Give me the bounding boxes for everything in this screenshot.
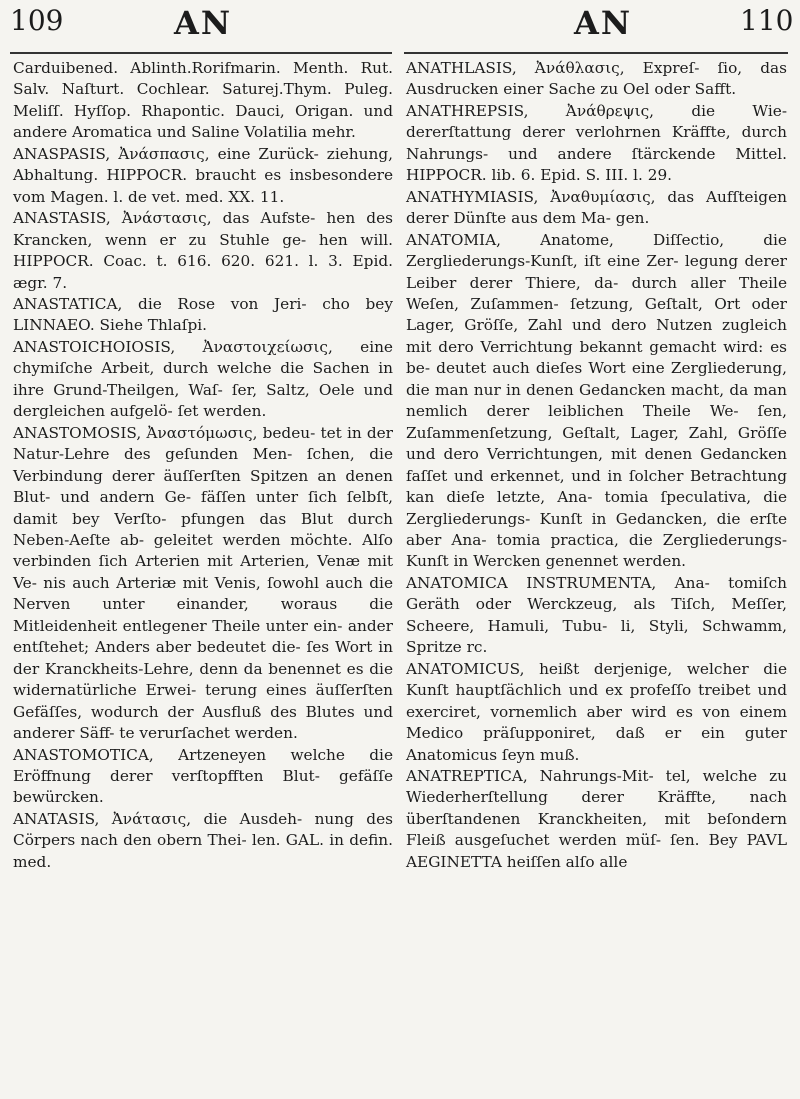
entry-anatasis: ANATASIS, Ἀνάτασις, die Ausdeh- nung des Cörpers nach den obern Thei- len. GAL. in defin. med. bbox=[13, 809, 393, 871]
left-running-head: AN bbox=[174, 4, 233, 42]
entry-anathymiasis: ANATHYMIASIS, Ἀναθυμίασις, das Aufſteigen derer Dünſte aus dem Ma- gen. bbox=[406, 187, 787, 228]
entry-anastomotica: ANASTOMOTICA, Artzeneyen welche die Eröffnung derer verſtopfften Blut- gefäſſe bewürcken. bbox=[13, 745, 393, 807]
entry-aromatica-continued: Carduibened. Ablinth.Rorifmarin. Menth. Rut. Salv. Naſturt. Cochlear. Saturej.Thym. Puleg. Meliſſ. Hyſſop. Rhapontic. Dauci, Origan. und andere Aromatica und Saline Volatilia mehr. bbox=[13, 59, 393, 142]
entry-anatomicus: ANATOMICUS, heißt derjenige, welcher die Kunſt hauptſächlich und ex profeſſo treibet und exerciret, vornemlich aber wird es von einem Medico präſupponiret, daß er ein guter Anatomicus ſeyn muß. bbox=[406, 659, 787, 764]
entry-anathrepsis: ANATHREPSIS, Ἀνάθρεψις, die Wie- dererſtattung derer verlohrnen Kräffte, durch Nahrungs- und andere ſtärckende Mittel. HIPPOCR. lib. 6. Epid. S. III. l. 29. bbox=[406, 101, 787, 185]
right-running-head: AN bbox=[574, 4, 633, 42]
left-text-column bbox=[13, 58, 393, 873]
entry-anastasis: ANASTASIS, Ἀνάστασις, das Aufste- hen des Krancken, wenn er zu Stuhle ge- hen will. HIPPOCR. Coac. t. 616. 620. 621. l. 3. Epid. ægr. 7. bbox=[13, 209, 393, 292]
right-header-rule bbox=[404, 52, 788, 54]
left-header-rule bbox=[10, 52, 392, 54]
entry-anastoichoiosis: ANASTOICHOIOSIS, Ἀναστοιχείωσις, eine chymiſche Arbeit, durch welche die Sachen in ihre Grund-Theilgen, Waſ- ſer, Saltz, Oele und dergleichen aufgelö- ſet werden. bbox=[13, 337, 393, 421]
entry-anatreptica: ANATREPTICA, Nahrungs-Mit- tel, welche zu Wiederherſtellung derer Kräffte, nach überſtandenen Kranckheiten, mit beſondern Fleiß ausgeſuchet werden müſ- ſen. Bey PAVL AEGINETTA heiſſen alſo alle bbox=[406, 766, 787, 871]
left-page-number: 109 bbox=[10, 4, 64, 37]
entry-anatomica-instrumenta: ANATOMICA INSTRUMENTA, Ana- tomiſch Geräth oder Werckzeug, als Tiſch, Meſſer, Scheere, Hamuli, Tubu- li, Styli, Schwamm, Spritze rc. bbox=[406, 573, 787, 657]
right-text-column bbox=[406, 58, 787, 873]
entry-anaspasis: ANASPASIS, Ἀνάσπασις, eine Zurück- ziehung, Abhaltung. HIPPOCR. braucht es insbesondere vom Magen. l. de vet. med. XX. 11. bbox=[13, 144, 393, 206]
entry-anatomia: ANATOMIA, Anatome, Diſſectio, die Zergliederungs-Kunſt, iſt eine Zer- legung derer Leiber derer Thiere, da- durch aller Theile Weſen, Zuſammen- ſetzung, Geſtalt, Ort oder Lager, Gröſſe, Zahl und dero Nutzen zugleich mit dero Verrichtung bekannt gemacht wird: es be- deutet auch dieſes Wort eine Zergliederung, die man nur in denen Gedancken macht, da man nemlich derer leiblichen Theile We- ſen, Zuſammenſetzung, Geſtalt, Lager, Zahl, Gröſſe und dero Verrichtungen, mit denen Gedancken faſſet und erkennet, und in ſolcher Betrachtung kan dieſe letzte, Ana- tomia ſpeculativa, die Zergliederungs- Kunſt in Gedancken, die erſte aber Ana- tomia practica, die Zergliederungs-Kunſt in Wercken genennet werden. bbox=[406, 230, 787, 571]
entry-anathlasis: ANATHLASIS, Ἀνάθλασις, Expreſ- ſio, das Ausdrucken einer Sache zu Oel oder Safft. bbox=[406, 59, 787, 99]
entry-anastatica: ANASTATICA, die Rose von Jeri- cho bey LINNAEO. Siehe Thlaſpi. bbox=[13, 294, 393, 335]
entry-anastomosis: ANASTOMOSIS, Ἀναστόμωσις, bedeu- tet in der Natur-Lehre des geſunden Men- ſchen, die Verbindung derer äuſſerſten Spitzen an denen Blut- und andern Ge- fäſſen unter ſich ſelbſt, damit bey Verſto- pfungen das Blut durch Neben-Aeſte ab- geleitet werden möchte. Alſo verbinden ſich Arterien mit Arterien, Venæ mit Ve- nis auch Arteriæ mit Venis, ſowohl auch die Nerven unter einander, woraus die Mitleidenheit entlegener Theile unter ein- ander entſtehet; Anders aber bedeutet die- ſes Wort in der Kranckheits-Lehre, denn da benennet es die widernatürliche Erwei- terung eines äuſſerſten Gefäſſes, wodurch der Ausfluß des Blutes und anderer Säff- te verurſachet werden. bbox=[13, 423, 393, 743]
right-page-number: 110 bbox=[740, 4, 794, 37]
